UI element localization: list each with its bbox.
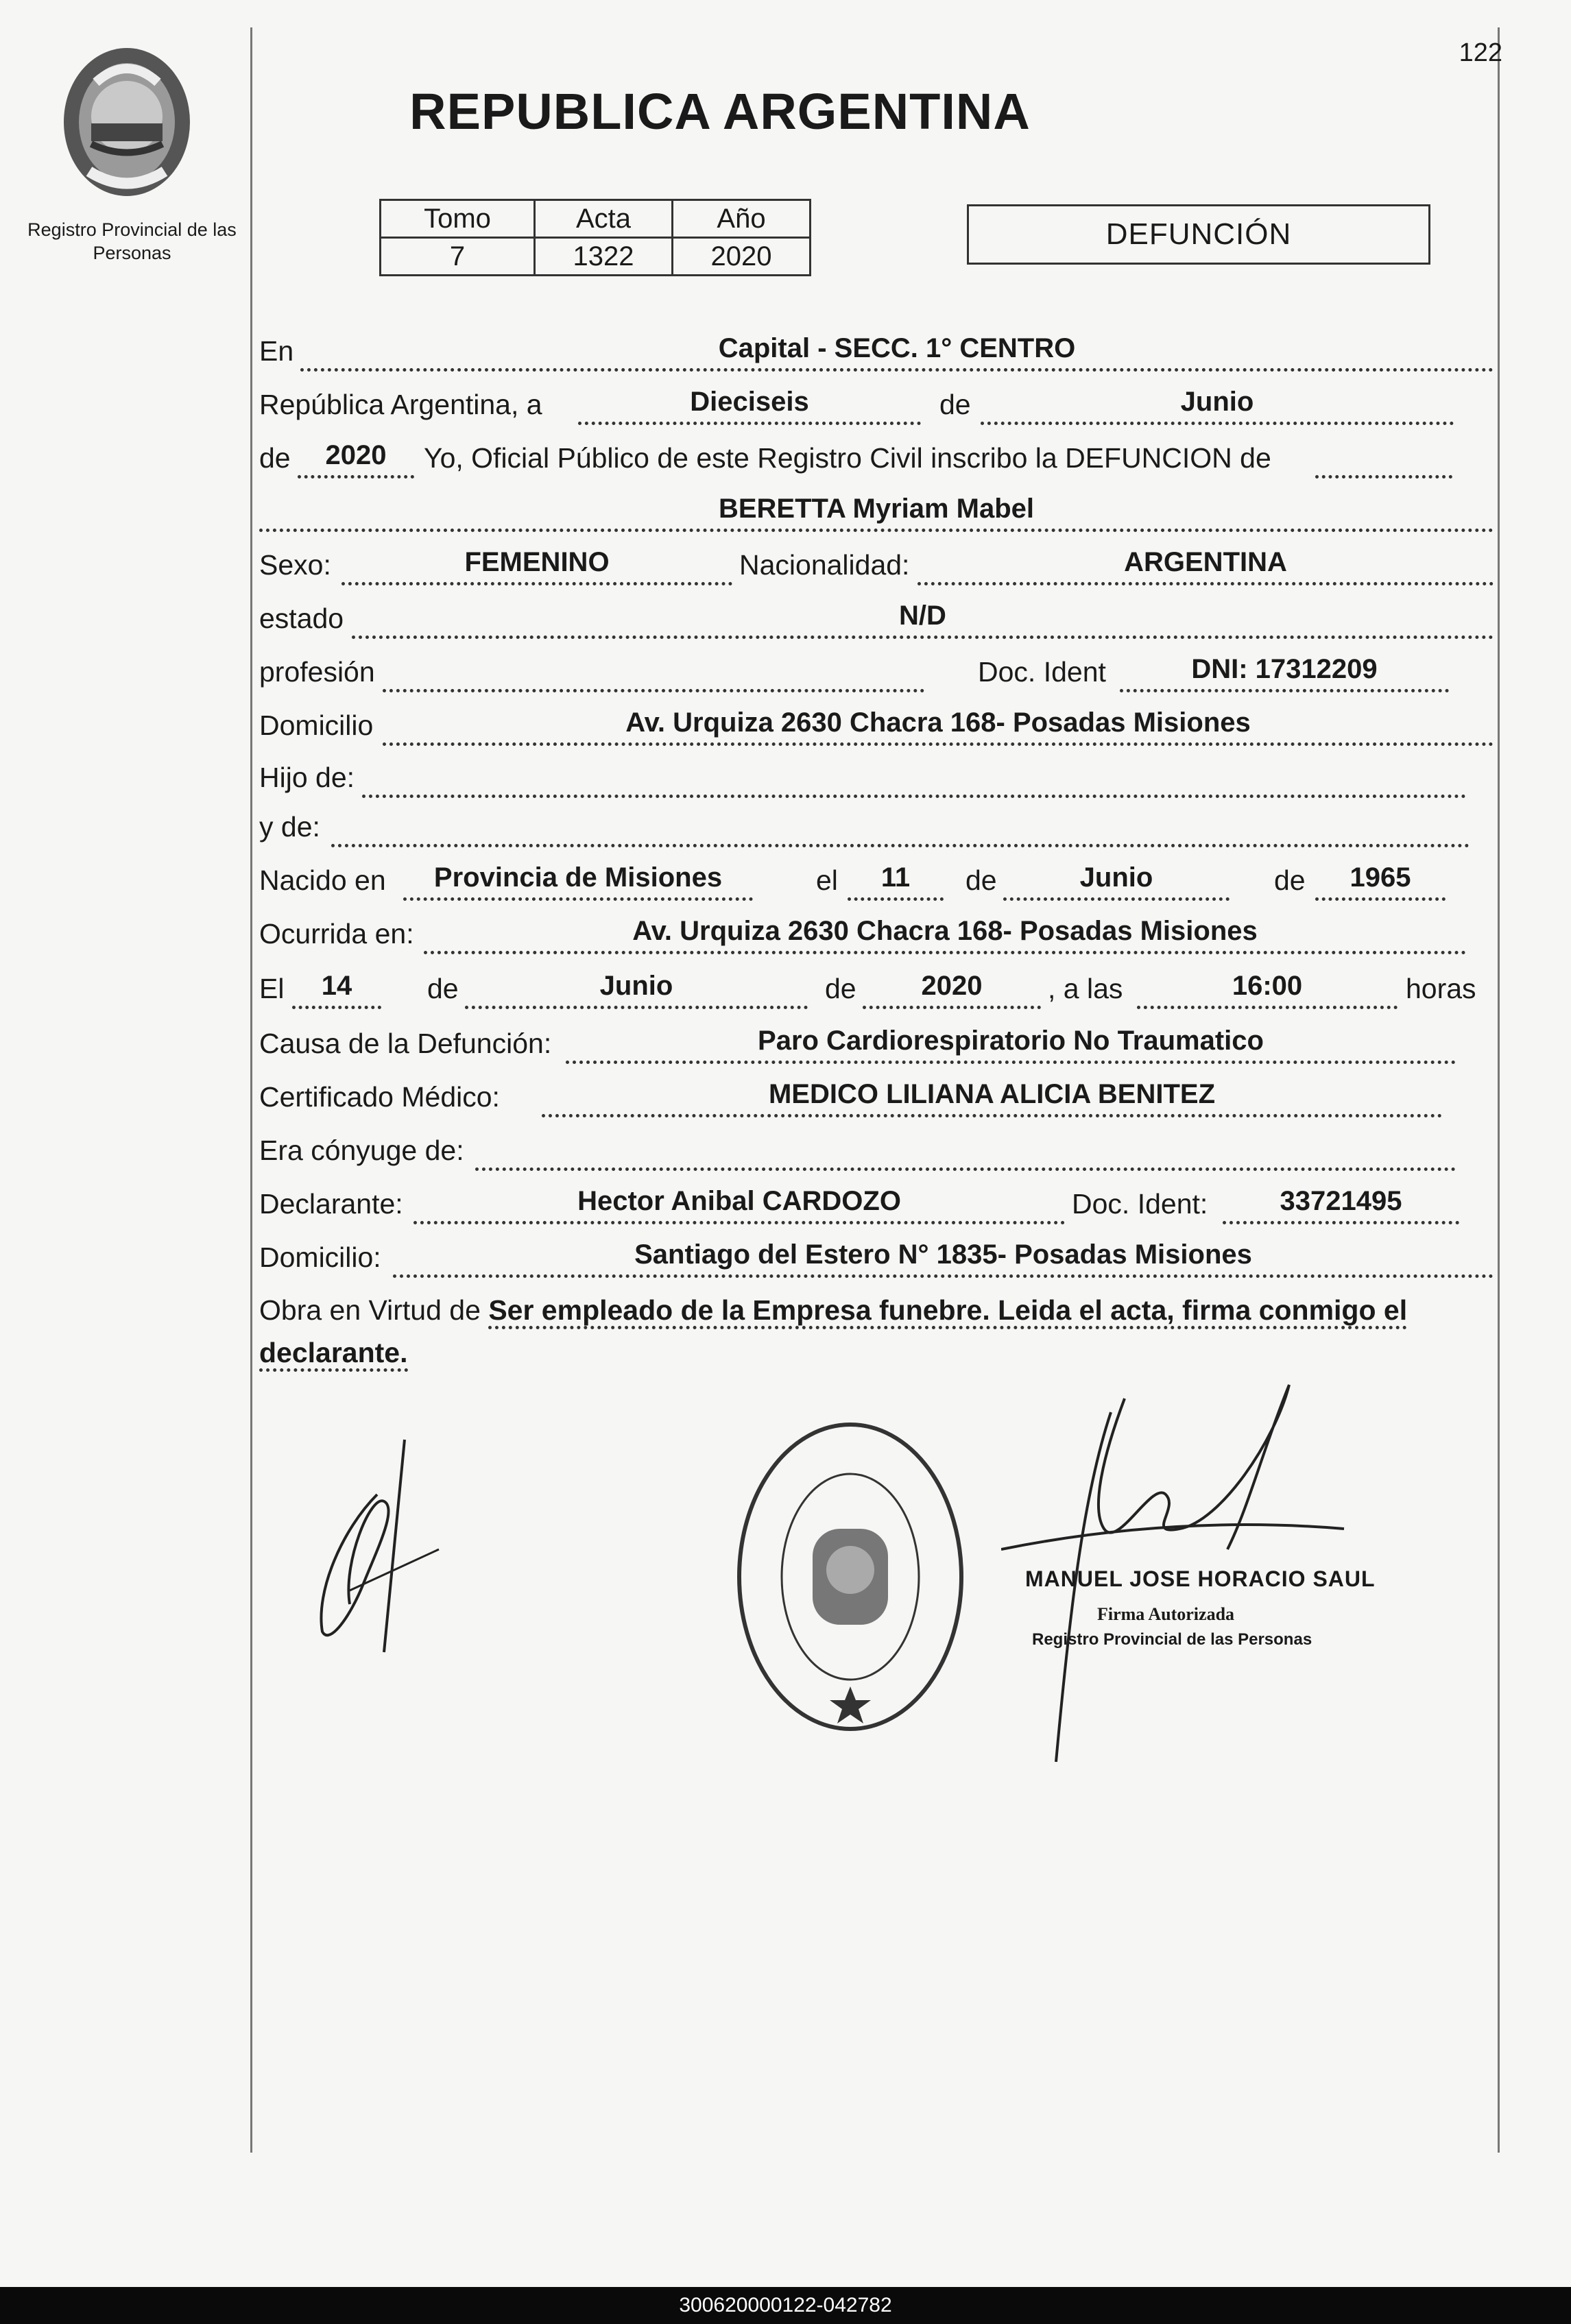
field-nac-dia: 11	[848, 858, 944, 901]
label-sexo: Sexo:	[259, 549, 331, 581]
field-declarante-doc: 33721495	[1223, 1181, 1459, 1224]
field-ocurrida-en: Av. Urquiza 2630 Chacra 168- Posadas Misiones	[424, 911, 1466, 954]
row-lugar	[259, 328, 1494, 376]
registro-provincial-label: Registro Provincial de las Personas	[27, 219, 237, 263]
label-causa: Causa de la Defunción:	[259, 1028, 552, 1059]
label-republica: República Argentina, a	[259, 389, 542, 420]
row-nacido	[259, 857, 1494, 905]
field-certificado: MEDICO LILIANA ALICIA BENITEZ	[542, 1074, 1442, 1117]
field-conyuge	[475, 1128, 1456, 1171]
label-certificado: Certificado Médico:	[259, 1081, 500, 1113]
field-obra: Ser empleado de la Empresa funebre. Leida el acta, firma conmigo el declarante.	[259, 1294, 1407, 1372]
field-nacionalidad: ARGENTINA	[918, 542, 1494, 585]
official-stamp	[734, 1419, 967, 1734]
official-name: MANUEL JOSE HORACIO SAUL	[1025, 1566, 1376, 1591]
label-el-cap: El	[259, 973, 285, 1004]
row-domicilio	[259, 702, 1494, 750]
label-ocurrida-en: Ocurrida en:	[259, 918, 414, 949]
label-nacionalidad: Nacionalidad:	[739, 549, 910, 581]
right-margin-line	[1498, 27, 1500, 2153]
row-fecha-defuncion	[259, 965, 1494, 1013]
label-y-de: y de:	[259, 811, 320, 843]
row-nombre	[259, 488, 1494, 536]
label-de: de	[825, 973, 856, 1004]
label-horas: horas	[1406, 973, 1476, 1004]
row-hijo-de	[259, 754, 1466, 802]
field-doc: DNI: 17312209	[1120, 649, 1449, 692]
field-blank	[1315, 435, 1452, 479]
label-de: de	[427, 973, 459, 1004]
label-profesion: profesión	[259, 656, 375, 688]
left-margin-line	[250, 27, 252, 2153]
label-de: de	[939, 389, 971, 420]
field-declarante-domicilio: Santiago del Estero N° 1835- Posadas Misiones	[393, 1235, 1494, 1278]
row-ocurrida	[259, 910, 1466, 958]
field-lugar: Capital - SECC. 1° CENTRO	[300, 328, 1494, 372]
row-profesion	[259, 649, 1494, 697]
label-doc-ident-colon: Doc. Ident:	[1072, 1188, 1208, 1220]
field-y-de	[331, 804, 1470, 847]
field-hora: 16:00	[1137, 966, 1398, 1009]
declarant-signature	[302, 1426, 459, 1659]
label-obra: Obra en Virtud de	[259, 1294, 481, 1326]
label-nacido-en: Nacido en	[259, 864, 386, 896]
page-number: 122	[1459, 38, 1502, 67]
field-def-mes: Junio	[465, 966, 808, 1009]
field-hijo-de	[362, 755, 1466, 798]
label-a-las: , a las	[1048, 973, 1123, 1004]
field-declarante: Hector Anibal CARDOZO	[413, 1181, 1065, 1224]
field-nacido-en: Provincia de Misiones	[403, 858, 753, 901]
field-mes: Junio	[981, 382, 1454, 425]
anio-value: 2020	[673, 238, 811, 276]
row-declarante-domicilio	[259, 1234, 1494, 1282]
label-de: de	[966, 864, 997, 896]
field-dia: Dieciseis	[578, 382, 921, 425]
row-sexo	[259, 542, 1494, 590]
acta-value: 1322	[535, 238, 673, 276]
field-profesion	[383, 649, 924, 692]
field-nac-mes: Junio	[1003, 858, 1230, 901]
label-conyuge: Era cónyuge de:	[259, 1135, 464, 1166]
field-anio: 2020	[298, 435, 414, 479]
row-y-de	[259, 803, 1470, 851]
row-fecha	[259, 381, 1494, 429]
label-domicilio-colon: Domicilio:	[259, 1242, 381, 1273]
field-def-dia: 14	[292, 966, 381, 1009]
label-hijo-de: Hijo de:	[259, 762, 355, 793]
label-en: En	[259, 335, 294, 367]
obra-en-virtud	[259, 1289, 1494, 1374]
official-org: Registro Provincial de las Personas	[1032, 1630, 1312, 1649]
label-estado: estado	[259, 603, 344, 634]
label-yo: Yo, Oficial Público de este Registro Civil inscribo la DEFUNCION de	[424, 442, 1271, 474]
field-causa: Paro Cardiorespiratorio No Traumatico	[566, 1021, 1456, 1064]
field-domicilio: Av. Urquiza 2630 Chacra 168- Posadas Misiones	[383, 703, 1494, 746]
label-el: el	[816, 864, 838, 896]
record-type-box: DEFUNCIÓN	[967, 204, 1430, 265]
tomo-value: 7	[381, 238, 535, 276]
field-sexo: FEMENINO	[341, 542, 732, 585]
label-de: de	[259, 442, 291, 474]
row-conyuge	[259, 1127, 1456, 1175]
page-title: REPUBLICA ARGENTINA	[409, 83, 1031, 140]
label-de: de	[1274, 864, 1306, 896]
official-title: Firma Autorizada	[1097, 1604, 1235, 1624]
field-nombre: BERETTA Myriam Mabel	[259, 489, 1494, 532]
province-seal-logo	[58, 41, 195, 206]
acta-label: Acta	[535, 200, 673, 238]
field-estado: N/D	[352, 596, 1494, 639]
footer-code: 300620000122-042782	[0, 2287, 1571, 2324]
anio-label: Año	[673, 200, 811, 238]
label-domicilio: Domicilio	[259, 710, 374, 741]
field-def-anio: 2020	[863, 966, 1041, 1009]
field-nac-anio: 1965	[1315, 858, 1446, 901]
row-causa	[259, 1020, 1456, 1068]
row-declarante	[259, 1181, 1459, 1228]
row-estado	[259, 595, 1494, 643]
record-table	[379, 199, 811, 276]
label-declarante: Declarante:	[259, 1188, 403, 1220]
tomo-label: Tomo	[381, 200, 535, 238]
label-doc-ident: Doc. Ident	[978, 656, 1106, 688]
row-certificado	[259, 1074, 1442, 1122]
row-anio	[259, 435, 1494, 483]
